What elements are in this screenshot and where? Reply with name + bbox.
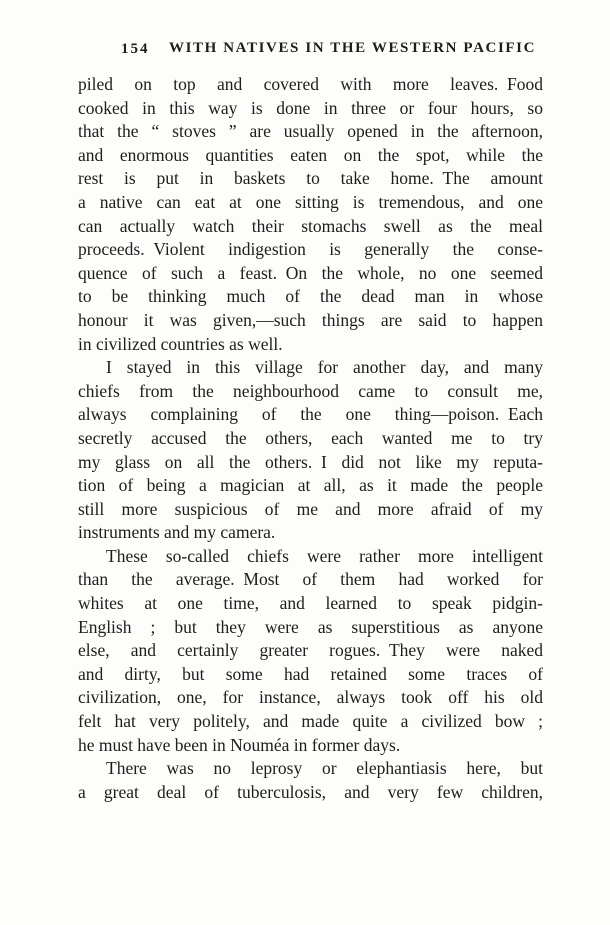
text-line: quence of such a feast. On the whole, no one seemed xyxy=(78,262,543,283)
text-line: than the average. Most of them had worked for xyxy=(78,569,543,590)
text-line: always complaining of the one thing—poison. Each xyxy=(78,404,543,425)
text-line: civilization, one, for instance, always took off his old xyxy=(78,687,543,708)
text-line: and dirty, but some had retained some traces of xyxy=(78,663,543,684)
paragraph xyxy=(78,545,543,757)
text-line: secretly accused the others, each wanted me to try xyxy=(78,427,543,448)
text-line: he must have been in Nouméa in former days. xyxy=(78,734,401,755)
paragraph xyxy=(78,757,543,804)
text-line: tion of being a magician at all, as it made the people xyxy=(78,475,543,496)
text-line: honour it was given,—such things are said to happen xyxy=(78,309,543,330)
text-line: still more suspicious of me and more afraid of my xyxy=(78,498,543,519)
paragraph xyxy=(78,356,543,545)
text-line: proceeds. Violent indigestion is generally the conse- xyxy=(78,239,543,260)
text-line: felt hat very politely, and made quite a civilized bow ; xyxy=(78,711,543,732)
text-line: can actually watch their stomachs swell as the meal xyxy=(78,215,543,236)
paragraph xyxy=(78,73,543,356)
text-line: These so-called chiefs were rather more intelligent xyxy=(106,545,543,566)
text-line: instruments and my camera. xyxy=(78,522,276,543)
text-line: a native can eat at one sitting is tremendous, and one xyxy=(78,191,543,212)
text-line: else, and certainly greater rogues. They were naked xyxy=(78,640,543,661)
text-line: English ; but they were as superstitious as anyone xyxy=(78,616,543,637)
text-line: cooked in this way is done in three or four hours, so xyxy=(78,97,543,118)
text-line: my glass on all the others. I did not like my reputa- xyxy=(78,451,543,472)
text-line: chiefs from the neighbourhood came to consult me, xyxy=(78,380,543,401)
text-line: I stayed in this village for another day, and many xyxy=(106,357,543,378)
text-line: whites at one time, and learned to speak pidgin- xyxy=(78,593,543,614)
text-line: piled on top and covered with more leaves. Food xyxy=(78,74,543,94)
text-line: a great deal of tuberculosis, and very few children, xyxy=(78,781,543,802)
text-line: in civilized countries as well. xyxy=(78,333,283,354)
text-line: There was no leprosy or elephantiasis here, but xyxy=(106,758,543,779)
text-line: and enormous quantities eaten on the spot, while the xyxy=(78,144,543,165)
running-header xyxy=(0,40,610,60)
page-body xyxy=(78,73,543,804)
text-line: that the “ stoves ” are usually opened in the afternoon, xyxy=(78,121,543,142)
text-line: to be thinking much of the dead man in whose xyxy=(78,286,543,307)
text-line: rest is put in baskets to take home. The amount xyxy=(78,168,543,189)
page-number: 154 xyxy=(121,41,150,57)
running-title: WITH NATIVES IN THE WESTERN PACIFIC xyxy=(168,40,537,56)
